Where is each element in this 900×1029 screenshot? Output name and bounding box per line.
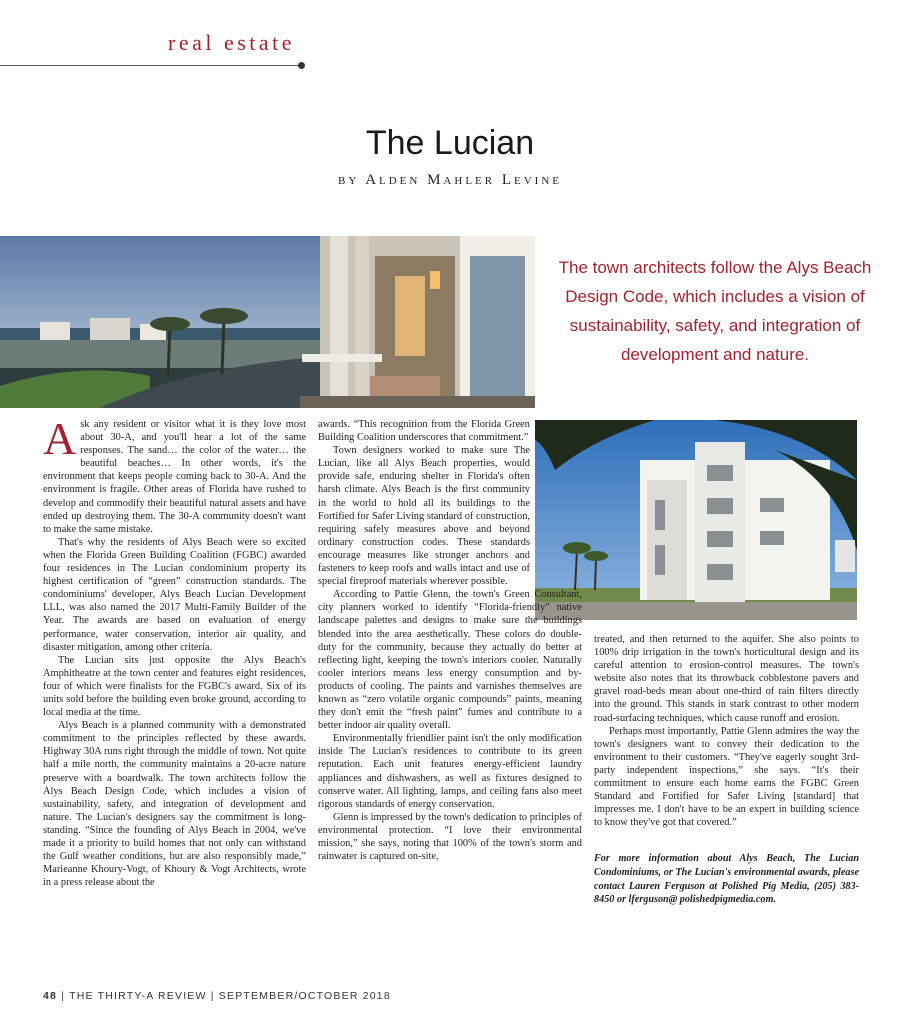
paragraph: Perhaps most importantly, Pattie Glenn admires the way the town's designers want to convey their dedication to the environment to their customers. “They've eagerly sought 3rd-party independent inspections,” she says. “It's their commitment to ensure each home earns the FGBC Green Standard and Fortified for Safer Living [standard] that impresses me. I don't have to be an expert in building science to know they've got that covered.” (594, 725, 859, 829)
issue-date: SEPTEMBER/OCTOBER 2018 (218, 990, 391, 1002)
paragraph: The Lucian sits just opposite the Alys Beach's Amphitheatre at the town center and features eight residences, four of which were finalists for the FGBC's award. Six of its units sold before the building even broke ground, according to local media at the time. (43, 654, 306, 719)
section-label: real estate (168, 30, 296, 55)
page-footer (43, 990, 391, 1002)
dropcap: A (43, 413, 77, 464)
balcony-photo-image (0, 236, 535, 408)
paragraph: awards. “This recognition from the Florida Green Building Coalition underscores that commitment.” (318, 419, 530, 444)
paragraph: treated, and then returned to the aquifer. She also points to 100% drip irrigation in the town's horticultural design and its careful attention to erosion-control measures. The town's website also notes that its throwback cobblestone pavers and gravel road-beds mean about one-third of rain filters directly into the ground. This stands in stark contrast to other modern road-surfacing techniques, which cause runoff and erosion. (594, 634, 859, 724)
building-photo-image (535, 420, 857, 620)
paragraph: Town designers worked to make sure The Lucian, like all Alys Beach properties, would provide safe, enduring shelter in Florida's often harsh climate. Alys Beach is the first community in the world to hold all its buildings to the Fortified for Safer Living standard of construction, requiring safely measures above and beyond ordinary construction codes. These standards encourage measures like stronger anchors and fasteners to keep roofs and walls intact and use of special fireproof materials wherever possible. (318, 445, 530, 588)
section-rule (0, 65, 302, 66)
page-number: 48 (43, 990, 58, 1002)
paragraph: Glenn is impressed by the town's dedication to principles of environmental protection. “I love their environmental mission,” she says, noting that 100% of the town's storm and rainwater is captured on-site, (318, 811, 582, 863)
paragraph: Alys Beach is a planned community with a demonstrated commitment to the principles reflected by these awards. Highway 30A runs right through the middle of town. Not quite half a mile north, the community maintains a 20-acre nature preserve with a boardwalk. The town architects follow the Alys Beach Design Code, which includes a vision of sustainability, safety, and integration of development and nature. The Lucian's designers say the commitment is long-standing. “Since the founding of Alys Beach in 2004, we've made it a priority to build homes that not only can withstand the Gulf weather conditions, but are also responsibly made,” Marieanne Khoury-Vogt, of Khoury & Vogt Architects, wrote in a press release about the (43, 720, 306, 889)
article-column-1 (43, 413, 306, 889)
publication-name: THE THIRTY-A REVIEW (69, 990, 207, 1002)
article-byline: by Alden Mahler Levine (337, 172, 562, 188)
paragraph: According to Pattie Glenn, the town's Green Consultant, city planners worked to identify “Florida-friendly” native landscape palettes and designs to make sure the buildings blended into the area aesthetically. These colors do double-duty for the community, because they actually do better at reflecting light, keeping the town's interiors cooler. Naturally cooler interiors means less energy consumption and by-products of cooling. The paints and varnishes themselves are known as “zero volatile organic compounds” paints, meaning they don't emit the “fresh paint” fumes and contribute to a better indoor air quality overall. (318, 589, 582, 732)
section-rule-dot (298, 62, 305, 69)
footer-separator: | (210, 990, 219, 1002)
paragraph: Environmentally friendlier paint isn't the only modification inside The Lucian's residences to contribute to its green reputation. Each unit features energy-efficient laundry appliances and dishwashers, as well as fixtures designed to conserve water. All lighting, lamps, and ceiling fans also meet rigorous standards of energy conservation. (318, 733, 582, 810)
article-column-2 (318, 418, 582, 863)
article-title: The Lucian (365, 124, 535, 162)
footer-separator: | (61, 990, 70, 1002)
pullquote: The town architects follow the Alys Beach Design Code, which includes a vision of sustainability, safety, and integration of development and nature. (558, 258, 872, 364)
paragraph: That's why the residents of Alys Beach were so excited when the Florida Green Building Coalition (FGBC) awarded four residences in The Lucian condominium property its highest certification of “green” construction standards. The condominiums' developer, Alys Beach Lucian Development LLL, was also named the 2017 Multi-Family Builder of the Year. The awards are based on evaluation of energy performance, water conservation, interior air quality, and disaster mitigation, among other criteria. (43, 536, 306, 653)
balcony-photo (0, 236, 535, 408)
article-column-3 (594, 633, 859, 907)
more-info-note: For more information about Alys Beach, The Lucian Condominiums, or The Lucian's environmental awards, please contact Lauren Ferguson at Polished Pig Media, (205) 383-8450 or lferguson@ polishedpigmedia.com. (594, 853, 859, 906)
building-photo (535, 420, 857, 620)
paragraph: Ask any resident or visitor what it is they love most about 30-A, and you'll hear a lot of the same responses. The sand… the color of the water… the beautiful beaches… In other words, it's the environment that keeps people coming back to 30-A. And the environment is fragile. Other areas of Florida have rushed to develop and commodify their beautiful natural assets and have ended up destroying them. The 30-A community doesn't want to make the same mistake. (43, 413, 306, 535)
